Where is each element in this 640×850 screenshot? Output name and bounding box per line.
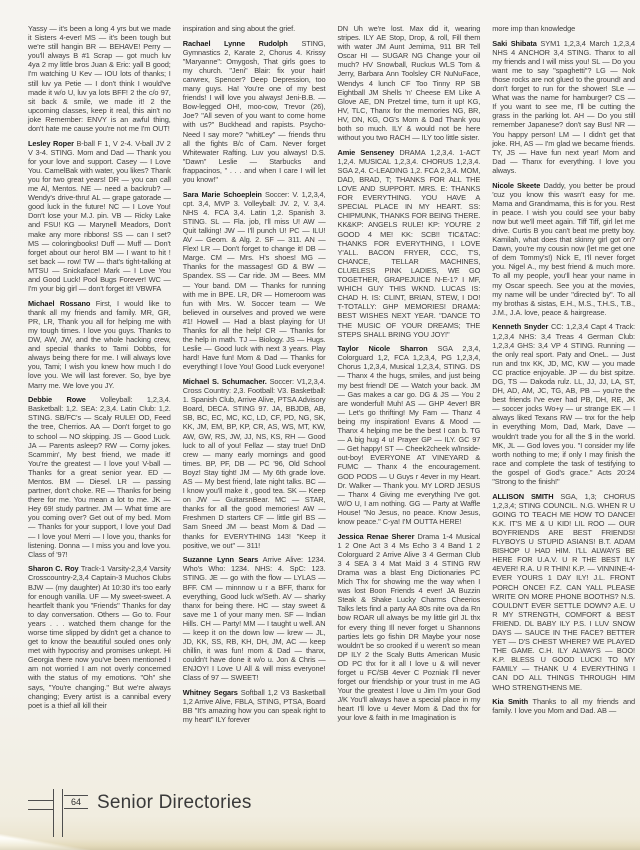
page-number: 64: [64, 795, 88, 809]
directory-entry: Michael S. Schumacher. Soccer: V1,2,3,4. Cross Country: 2,3. Football: V3. Basketball: 1. Spanish Club, Arrive Alive, PTSA Advisory Board, DECA. STING 97. JA, BBJDB, AB, SB, BC, EC, MC, KC, LD, CF, PD, NG, SK, KK, JM, EM, BP, KP, CR, AS, WS, MT, KW, AW, GW, RS, JW, JJ, NS, KS, RH — Good luck to all of you! Fellaz — stay true! DnD crew — many early mornings and good times. BP, PF, DB — PC '96, Old School Boyz! Stay tight! JM — My 6th grade love. AS — My best friend, late night talks. BC — I know you'll make it , good tea. SK — Keep on JW — GuitarsnBear. MC — STAR, thanks for all the good memories! AW — Freshmen D starters CF — little girl BS — Sam Sneed JM — beast Mom & Dad — thanks for EVERYTHING 143! "Keep it positive, we out" — 311!: [182, 376, 326, 550]
directory-column-3: [338, 24, 481, 730]
student-name: Lesley Roper: [28, 138, 77, 148]
student-name: Kenneth Snyder: [492, 322, 552, 332]
student-name: Michael S. Schumacher.: [182, 376, 270, 386]
directory-entry: Kenneth Snyder CC: 1,2,3,4 Capt 4 Track: 1,2,3,4 NHS: 3,4 Treas 4 German Club: 1,2,3,4 GHS: 3,4 VP 4 STING. Running — the only real sport. Paty and OneL. — Just run and tnx KK, JD, MC, KW — you made CC practice enjoyable. JP — du bist spitze. DG, TS — Dakoda rulz. LL, JJ, JJ, LA, ST, DH, AD, AM, JC, TG, AB, PB — you're the best friends I've ever had PB, DH, RE, JK — soccer jocks Wo+y — ur strange EK — I always liked Texans RW — tnx for the help in everything Mom, Dad, Mark, Dave — wouldn't trade you for all the $ in the world. MK, JL — God loves you. "I consider my life worth nothing to me; if only I may finish the race and complete the task of testifying to the gospel of God's grace." Acts 20:24 "Strong to the finish!": [492, 322, 636, 486]
student-name: Whitney Segars: [182, 688, 241, 698]
directory-entry: Rachael Lynne Rudolph STING, Gymnastics 2, Karate 2, Chorus 4. Krissy "Maryanne": Omygosh, That girls goes to my church. "Jeni" Blair: fix your hair! carwrex, Spencer? Deep Depression, too many guys. Ha! You're one of my best friends! I will love you always! Jeni-B.B. — Bow-legged OH!, moo-cow, Trevor (26), Joe? "All seven of you want to come home with us?" Buckhead and rapists. Psycho-Need I say more? "whitLey" — friends thru all the fights B/c of Cam. Never forget Whitewater Rafting. Luv you always! D.S. "Dawn" Leslie — Starbucks and frappacinos, " . . . and when I care I will let you know!": [182, 38, 326, 184]
directory-entry: Kia Smith Thanks to all my friends and family. I love you Mom and Dad. AB —: [492, 697, 635, 716]
directory-entry: Sharon C. Roy Track-1 Varsity-2,3,4 Varsity Crosscountry-2,3,4 Captain-3 Muchos Clubs BJW — (my daughter) At 10:30 it's too early for enough vanilla. UF — My sweet-sweet. A heartfelt thank you "Friends" Thanks for day to day conversation. Others — Go to. Four years . . . watched them change for the worse time slipped by didn't get a chance to get to know the beautiful souled ones only met with hypocrisy and promises unkept. Hi Georgia there now you've been mentioned I am not worried I am not overly concerned with the status of my emotions. "Oh" she says, "You're changing." But we're always changing; Every artist is a cannibal every poet is a thief all kill their: [28, 564, 171, 710]
student-name: Jessica Renae Sherer: [337, 531, 418, 541]
student-name: Sharon C. Roy: [28, 564, 81, 574]
directory-column-4: [492, 24, 635, 730]
directory-entry: Sara Marie Schoeplein Soccer: V. 1,2,3,4, cpt. 3,4, MVP 3. Volleyball: JV. 2, V. 3,4. NHS 4. FCA 3,4. Latin 1,2. Spanish 3. STING. SL — Fla. job, I'll miss U! AW — Quit talking! JW — I'll punch U! PC — ILU! AV — Geom. & Alg. 2. SF — 311. AN — Flex! LR — Don't forget to change it! DB — Marge. CM — Mrs. H's shoes! MG — Thanks for the massages! GD & BW — Spandex. SS — Car ride. JM — Bees. MM — Your band. DM — Thanks for running with me in BPE. LR, DR — Homeroom was fun with Mrs. W. Soccer team — We believed in ourselves and proved we were #1! Howell — Had a blast playing for U! Thanks for all the help! CR — Thanks for the help in math. TJ — Biology. JS — Hugs. Leslie — Good luck with next 3 years. Play hard! Have fun! Mom & Dad — Thanks for everything! I love You! Good Luck everyone!: [182, 189, 326, 372]
directory-entry: Yassy — it's been a long 4 yrs but we made it Sisters 4-ever! MS — it's been tough but we're still hangin BR — BEHAVE! Perry — you'll always B #1 Scrap — got much luv 4ya 2 my little bros Juan & Eric: yall B good; I'm watching U Kev — IOU lots of thanks; I still luv ya Petie — I don't think I would've made it w/o U, luv ya lots BFF! 2 the c/o 97, sit back & smile, we made it! 2 the upcoming classes, keep it real, this ain't no joke Remember: ENVY is an awful thing, don't hate me cause you're not me I'm OUT!: [28, 24, 171, 134]
directory-entry: Taylor Nicole Sharron SGA 2,3,4, Colorguard 1,2, FCA 1,2,3,4, PG 1,2,3,4, Chorus 1,2,3,4, Musical 1,2,3,4, STING. DS — Thanx 4 the hugs, smiles, and just being my best friend! DE — Watch your back. JM — Gas makes a car go. DG & JS — You 2 are wonderful! Muh! AS — GHP 4ever! BR — Let's go thrifting! My Fam — Thanz 4 being my inspiration! Evans & Mood — Thanx 4 helping me be the best I can b. TG — A big hug 4 u! Prayer GP — ILY. GC 97 — Get happy! ST — Cheek2cheek w/Inside-out-boy! EVERYONE AT VINEYARD & FUMC — Thanx 4 the encouragement. GOD PODS — U Guys r 4ever in my Heart. Dr. Walker — Thank you. MY LORD JESUS — Thanx 4 Giving me everything I've got. W/O U, I am nothing. GG — Party at Waffle House! "No Jesus, no peace. Know Jesus, know peace." C-ya! I'M OUTTA HERE!: [337, 344, 481, 526]
section-title: Senior Directories: [97, 792, 252, 813]
directory-entry: ALLISON SMITH SGA, 1,3; CHORUS 1,2,3,4; STING COUNCIL. N.G. WHEN R U GOING TO TEACH ME HOW TO DANCE! K.K. IT'S ME & U KID! LIL ROO — OUR BOYFRIENDS ARE BEST FRIENDS! FLYBOYS U STUPID ASIANS! B.T. ADAM BISHOP U HAD HIM. I'LL ALWAYS BE HERE FOR U.A.V. U R THE BEST ILY 4EVER! R.A. U R THIN! K.P. — VINNINE-4-EVER YOURS 1 DAY ILY! J.L. FRONT PORCH ONCE! F.Z. CAN YALL PLEASE WRITE ON MORE PHONE BOOTHS? N.S. COULDN'T EVER SETTLE DOWN? A.E. U R MY STRENGTH, COMFORT & BEST FRIEND. DL BABY ILY P.S. I LUV SNOW DAYS — SAUCE IN THE FACE? BETTER YET — D'S CHEST WHERE? WE PLAYED THE GAME. C.H. ILY ALWAYS — BOO! K.P. BLESS U GOOD LUCK! TO MY FAMILY — THANK U 4 EVERYTHING I CAN DO ALL THINGS THROUGH HIM WHO STRENGTHENS ME.: [492, 491, 635, 692]
student-name: Michael Rossano: [28, 298, 96, 308]
student-name: ALLISON SMITH: [492, 491, 561, 501]
directory-entry: Amie Senseney DRAMA 1,2,3,4. 1-ACT 1,2,4. MUSICAL 1,2,3,4. CHORUS 1,2,3,4. SGA 2,4. C-LEADING 1,2. FCA 2,3,4. MOM, DAD, BRAD, T; THANKS FOR ALL THE LOVE AND SUPPORT. MRS. E: THANKS FOR EVERYTHING. YOU HAVE A SPECIAL PLACE IN MY HEART. SS: CHIPMUNK, THANKS FOR BEING THERE. KK&KP: ANGELS RULE! KP: YOU'RE 2 GOOD 4 ME! KK: SCB!! TIC&TAC: THANKS FOR EVERYTHING, I LOVE Y'ALL. BACON FRYER, CCC, T'S, CHANCE, TELLAR MACHINES, CLUELESS PINK LADIES, WE GO TOGETHER, GRAPEJUICE N-E-1? I MF, WHICH GUY THIS WKND. LUCAS IS: CHAD H. IS: CLINT, BRIAN, STEW, I DO! T-TOTALLY: GHP MEMORIES! DRAMA: BEST WISHES NEXT YEAR. "DANCE TO THE MUSIC OF YOUR DREAMS; THE STEPS SHALL BRING YOU JOY!": [337, 147, 481, 339]
directory-entry: DN Uh we're lost. Max did it, wearing stripes. ILY AE Stop, Drop, & roll, Fill them with water JM Aunt Jemima, 911 BR Tell Oscar HI — SUGAR NG Change your oil much? HV Snowball, Ruckus WLS Tom & Jerry, Barbara Ann Toolsley CR NuNuFace, Wendys 4 lunch CF Too Tinny RP SB Eightball JM Shells 'n' Cheese EM Like A Glove AE, DN Pretzel time, turn it up! KG, HV, TLC, Thanx for the memories NG, BR, HV, DN, KG, OG's Mom & Dad Thank you both so much. ILY & would not be here without you two RACH — ILY too little sister.: [337, 24, 481, 143]
student-name: Kia Smith: [492, 697, 533, 707]
footer-horizontal-rule-top: [28, 800, 54, 801]
student-name: Rachael Lynne Rudolph: [182, 38, 302, 48]
directory-entry: Michael Rossano First, I would like to thank all my friends and family. MR, GR, PR, LR, Thank you all for helping me with my tough times. I love you guys. Thanks to DW, AW, JW, and the whole hacking crew, and special thanks to Tami Dobbs, for always being there for me. I will always love you, Tami; I wish you knew how much I do love you. We will last forever. So, bye bye Marry me. We love you JY.: [28, 298, 171, 390]
directory-entry: more imp than knowledge: [492, 24, 576, 33]
directory-entry: inspiration and sing about the grief.: [182, 24, 296, 33]
directory-entry: Jessica Renae Sherer Drama 1-4 Musical 1 2 One Act 3 4 Ms Echo 3 4 Band 1 2 Colorguard 2 Arrive Alive 3 4 German Club 3 4 SEA 3 4 Mat Maid 3 4 STING RW Drama was a blast Eng Dictionaries PC Mich Thx for showing me the way when I was lost Boon Friends 4 ever! JA Buzzin Steak & Shake Lucky Charms Cheerios Talks lets find a party AA 80s nite ova da Rn bow ROAR ull always be my little girl JL thx for every thing Ill never forget u Shannons parties lets go fishin DR Maybe your nose wouldn't be so crooked if u weren't so mean DP ILY 2 the Scaly Butts American Music OD PC thx for it all I love u & will never forget u FC/SB 4ever C Pozniak I'll never forget our friendship or your trust in me AG Your the greatest I love u Jim I'm your God J/K You'll always have a special place in my heart I'll love u 4ever Mom & Dad thx for your love & faith in me Imagination is: [337, 531, 481, 723]
directory-columns: [28, 24, 635, 730]
page-edge-shadow: [0, 839, 640, 850]
directory-column-1: [28, 24, 171, 730]
student-name: Saki Shibata: [492, 38, 541, 48]
directory-entry: Nicole Skeete Daddy, you better be proud 'cuz you know this wasn't easy for me. Mama and Grandmama, this is for you. Rest in peace. I wish you could see your baby now but we'll meet again. Tiff Tiff, girl let me drive. Curtis B you can't beat me pretty boy. Kamilah, what does that skinny girl got on? Dawn, you're my cousin now (let me get one of dem Tommy's!) Nick E, I'll never forget you. Nigel A., my best friend & much more. To all my people, you'll hear your name in my Oscar speech. See you at the movies, my name will be under "directed by". To all my brothas & sistas, E.H., M.S., T.H.S., T.B., J.M., J.A. love, peace & hairgrease.: [492, 180, 635, 317]
student-name: Debbie Rowe: [28, 395, 101, 405]
directory-entry: Lesley Roper B-ball F 1, V 2-4. V-ball JV 2 V 3-4. STING. Mom and Dad — Thank you for your love and support. Casey — I Love You. CamelBak with water, you likes? Thank you for two great years! DR — you can call me Al, Mentos. NE — need a backrub? — Wendy's drive-thru! AL — grape gatorade — good luck in the future! NC — I Love You! Don't lose your M.J. pin. VB — Ricky Lake and FSU! KG — Marynell Meadors, Don't make any more ribbons! SS — can I set? MS — coloringbooks! Duff — Muff — Don't forget about our hero! BM — I want to hit ! set back — row! TW — that's tight-talking at MTSU — Snickaface! Mark — I Love You and Good Luck! Pool Bugs Forever! WC — I'm your big girl — don't forget it!! VBWFA: [28, 138, 171, 294]
footer-vertical-rule-left: [53, 789, 54, 837]
student-name: Suzanne Lynn Sears: [182, 555, 263, 565]
directory-entry: Suzanne Lynn Sears Arrive Alive: 1234. Who's Who: 1234. NHS: 4. SpC: 123. STING. JE — go with the flow — LYLAS — BFF. CM — minnnow u r a BFF, thanx for everything, Good luck w/Seth. AV — sharky thanx for being there. HC — stay sweet & save me 1 of your many men. SF — Indian Hills. CH — Party! MM — I taught u well. AN — keep it on the down low — krew — JL, JD, KK, SS, RB, KH, DH, JM, AC — keep chillin, it was fun! mom & Dad — thanx, couldn't have done it w/o u. Jon & Chris — ENJOY! I Love U All & will miss everyone! Class of 97 — SWEET!: [182, 555, 326, 683]
student-name: Sara Marie Schoeplein: [182, 189, 265, 199]
student-name: Nicole Skeete: [492, 180, 544, 190]
directory-entry: Debbie Rowe Volleyball: 1,2,3,4. Basketball: 1,2. SEA: 2,3,4. Latin Club: 1,2. STING. SB/FC's — Scaly RULE! OD, Feed the tree, Cherrios. AA — Don't forget to go to school — NO skipping. JS — Good Luck. JA — Parents asleep? RW — Corny jokes. Scammin', My best friend, we made it! You're the greatest — I love you! V-ball — Thanks for a great senior year. ED — Mentos. BM — Diesel. LR — passing partner, don't choke. RE — Thanks for being there for me. You mean a lot to me. JK — Hey 69! study partner. JM — What time are you coming over? Get out of my bed. Mom — Thanks for your support, I love you! Dad — I love you! Merri — I love you, thanks for listening. Donna — I miss you and love you. Class of '97!: [28, 395, 171, 559]
student-name: Amie Senseney: [337, 147, 400, 157]
student-name: Taylor Nicole Sharron: [337, 344, 438, 354]
footer-vertical-rule-right: [62, 789, 63, 837]
directory-entry: Saki Shibata SYM1 1,2,3,4 March 1,2,3,4 NHS 4 ANCHOR 3,4 STING. Thanx to all my friends and I will miss you! SL — Do you want me to say "spaghetti"? LG — Nok those rocks are not glued to the ground! and don't forget to run for the shower! SLe — What was the name for hamburger? CS — If you want to see me, I'll be cutting the grass in the parking lot. AH — Do you still remember Japanese? don't say Bus! NR — You happy person! LM — I didn't get that joke. RH, AS — I'm glad we became friends. TY, JS — Have fun next year! Mom and Dad — Thanx for everything. I love you always.: [492, 38, 635, 175]
footer-horizontal-rule-bottom: [28, 809, 54, 810]
directory-entry: Whitney Segars Softball 1,2 V3 Basketball 1,2 Arrive Alive, FBLA, STING, PTSA, Board BB "It's amazing how you can speak right to my heart" ILY forever: [182, 688, 326, 725]
directory-column-2: [183, 24, 326, 730]
